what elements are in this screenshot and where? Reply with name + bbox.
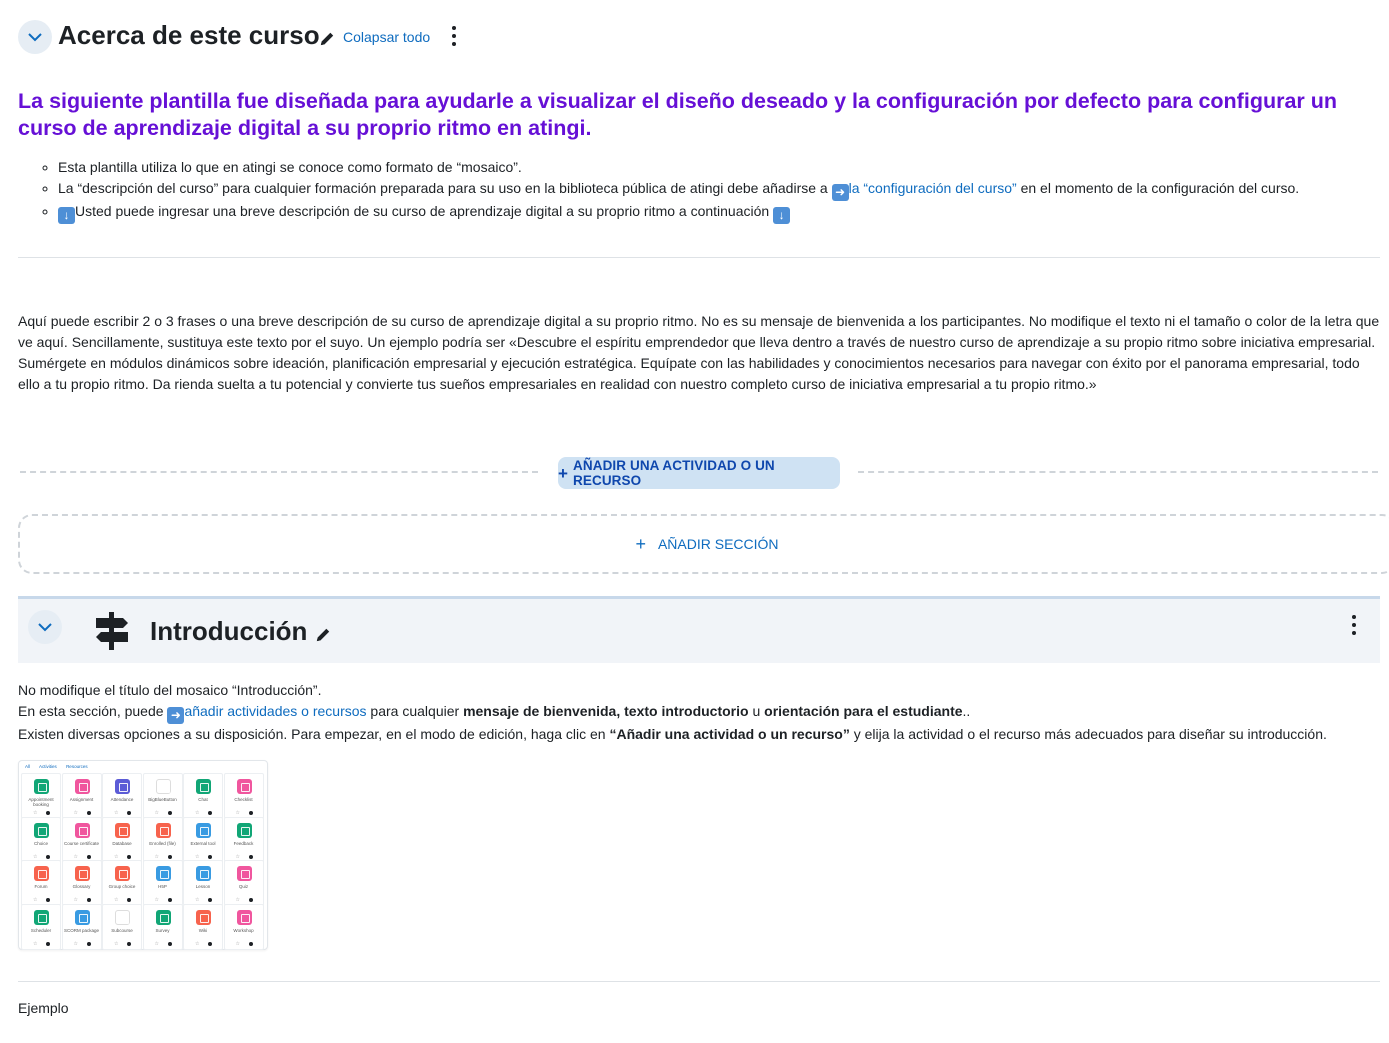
activity-tile [143, 773, 183, 819]
activity-icon [156, 910, 171, 925]
activity-icon [196, 779, 211, 794]
activity-label: Attendance [110, 797, 134, 802]
activity-label: Scheduler [30, 927, 52, 933]
list-item: ◦ Esta plantilla utiliza lo que en atingi se conoce como formato de “mosaico”. [58, 157, 1378, 178]
star-icon: ☆ [114, 940, 119, 947]
star-icon: ☆ [73, 897, 78, 903]
edit-pencil-icon[interactable] [314, 625, 333, 649]
star-icon: ☆ [235, 810, 240, 816]
star-icon: ☆ [33, 853, 38, 860]
info-icon [249, 942, 253, 946]
info-icon [208, 942, 212, 946]
activity-tile [143, 817, 183, 863]
activity-icon [115, 866, 130, 881]
activity-icon [196, 823, 211, 838]
activity-icon [156, 866, 171, 881]
activity-icon [115, 823, 130, 838]
star-icon: ☆ [235, 940, 240, 947]
collapse-section-button[interactable] [18, 20, 52, 54]
star-icon: ☆ [73, 810, 78, 816]
activity-tile [21, 904, 61, 950]
info-icon [127, 811, 131, 815]
star-icon: ☆ [33, 897, 38, 903]
list-item: ◦ La “descripción del curso” para cualquier formación preparada para su uso en la biblioteca pública de atingi debe añadirse a ➜ la “configuración del curso” en el momento de la configuración del curso. [58, 178, 1378, 201]
activity-icon [156, 779, 171, 794]
chevron-down-icon [38, 623, 52, 632]
activity-tile [102, 773, 142, 819]
info-icon [46, 942, 50, 946]
star-icon: ☆ [195, 940, 200, 947]
info-icon [46, 855, 50, 859]
info-icon [208, 855, 212, 859]
activity-chooser-image [18, 760, 268, 950]
signpost-icon [94, 612, 130, 655]
activity-label: Checklist [234, 797, 253, 802]
activity-label: Enrolled (file) [149, 840, 176, 846]
activity-tile [183, 904, 223, 950]
activity-tile [21, 817, 61, 863]
activity-label: Chat [198, 797, 208, 802]
instructions-list [18, 157, 1378, 224]
section-title: Introducción [150, 616, 308, 646]
star-icon: ☆ [154, 853, 159, 860]
info-icon [87, 811, 91, 815]
activity-tile [224, 904, 264, 950]
activity-icon [196, 910, 211, 925]
activity-label: SCORM package [63, 927, 99, 933]
activity-icon [34, 910, 49, 925]
activity-icon [237, 823, 252, 838]
list-item: ◦ ↓ Usted puede ingresar una breve descripción de su curso de aprendizaje digital a su proprio ritmo a continuación ↓ [58, 201, 1378, 224]
activity-tile [102, 860, 142, 906]
info-icon [208, 811, 212, 815]
chevron-down-icon [28, 33, 42, 42]
activity-label: External tool [190, 840, 216, 846]
course-description: Aquí puede escribir 2 o 3 frases o una breve descripción de su curso de aprendizaje digital a su proprio ritmo. No es su mensaje de bienvenida a los participantes. No modifique el texto ni el tamaño o color de la letra que ve aquí. Sencillamente, sustituya este texto por el suyo. Un ejemplo podría ser «Descubre el espíritu emprendedor que lleva dentro a través de nuestro curso de aprendizaje a su propio ritmo sobre iniciativa empresarial. Sumérgete en módulos dinámicos sobre ideación, planificación empresarial y ejecución estratégica. Equípate con las habilidades y conocimientos necesarios para navegar con éxito por el panorama empresarial, todo ello a tu propio ritmo. Da rienda suelta a tu potencial y convierte tus sueños empresariales en realidad con nuestro completo curso de iniciativa empresarial a tu propio ritmo.» [18, 313, 1380, 392]
collapse-all-link[interactable]: Colapsar todo [343, 29, 431, 45]
activity-label: Assignment [69, 797, 94, 802]
star-icon: ☆ [154, 810, 159, 816]
activity-label: Choice [33, 840, 48, 846]
template-heading: La siguiente plantilla fue diseñada para ayudarle a visualizar el diseño deseado y la configuración por defecto para configurar un curso de aprendizaje digital a su proprio ritmo en atingi. [18, 89, 1338, 140]
activity-label: Workshop [233, 927, 254, 933]
activity-label: Wiki [198, 927, 208, 933]
divider [20, 471, 538, 473]
star-icon: ☆ [114, 853, 119, 860]
activity-label: H5P [158, 884, 167, 889]
activity-tile [224, 773, 264, 819]
activity-tile [62, 904, 102, 950]
collapse-section-button[interactable] [28, 610, 62, 644]
star-icon: ☆ [73, 853, 78, 860]
arrow-down-icon: ↓ [58, 207, 75, 224]
activity-icon [115, 910, 130, 925]
intro-text: No modifique el título del mosaico “Introducción”. En esta sección, puede ➜ añadir actividades o recursos para cualquier mensaje de bienvenida, texto introductorio u orientación para el estudiante.. Existen diversas opciones a su disposición. Para empezar, en el modo de edición, haga clic en “Añadir una actividad o un recurso” y elija la actividad o el recurso más adecuados para diseñar su introducción. [18, 682, 1327, 742]
activity-label: Lesson [195, 884, 211, 889]
activity-icon [34, 866, 49, 881]
star-icon: ☆ [33, 810, 38, 816]
activity-label: Subcourse [111, 927, 133, 933]
activity-tile [62, 817, 102, 863]
activity-tile [143, 860, 183, 906]
activity-tile [102, 817, 142, 863]
info-icon [127, 898, 131, 902]
activity-icon [75, 779, 90, 794]
star-icon: ☆ [235, 897, 240, 903]
activity-tile [183, 817, 223, 863]
activity-label: Database [112, 840, 132, 846]
activity-tile [183, 860, 223, 906]
activity-icon [75, 910, 90, 925]
activity-label: Feedback [233, 840, 254, 846]
activity-icon [34, 823, 49, 838]
divider [18, 257, 1380, 258]
activity-icon [237, 866, 252, 881]
activity-label: Group choice [108, 884, 136, 889]
star-icon: ☆ [33, 940, 38, 947]
info-icon [46, 898, 50, 902]
activity-icon [34, 779, 49, 794]
info-icon [168, 942, 172, 946]
star-icon: ☆ [114, 897, 119, 903]
divider [858, 471, 1378, 473]
info-icon [87, 942, 91, 946]
activity-label: Survey [155, 927, 170, 933]
edit-pencil-icon[interactable] [318, 29, 337, 53]
plus-icon: + [635, 534, 646, 554]
info-icon [87, 855, 91, 859]
star-icon: ☆ [195, 853, 200, 860]
section-menu-kebab-icon[interactable] [1346, 613, 1362, 637]
activity-tile [102, 904, 142, 950]
activity-tile [62, 773, 102, 819]
star-icon: ☆ [235, 853, 240, 860]
activity-tile [62, 860, 102, 906]
info-icon [168, 898, 172, 902]
star-icon: ☆ [154, 897, 159, 903]
divider [18, 981, 1380, 982]
info-icon [208, 898, 212, 902]
activity-tile [21, 773, 61, 819]
activity-label: Quiz [238, 884, 249, 889]
info-icon [87, 898, 91, 902]
star-icon: ☆ [154, 940, 159, 947]
example-label: Ejemplo [18, 1000, 69, 1016]
star-icon: ☆ [73, 940, 78, 947]
activity-icon [156, 823, 171, 838]
activity-tile [143, 904, 183, 950]
activity-label: Appointment booking [28, 797, 54, 807]
star-icon: ☆ [195, 810, 200, 816]
add-activities-link[interactable]: añadir actividades o recursos [184, 703, 367, 719]
activity-icon [75, 823, 90, 838]
chooser-tabs: All Activities Resources [25, 764, 88, 769]
info-icon [249, 855, 253, 859]
activity-icon [196, 866, 211, 881]
info-icon [168, 855, 172, 859]
arrow-right-icon: ➜ [167, 707, 184, 724]
activity-icon [115, 779, 130, 794]
info-icon [168, 811, 172, 815]
arrow-down-icon: ↓ [773, 207, 790, 224]
activity-icon [75, 866, 90, 881]
arrow-right-icon: ➜ [832, 184, 849, 201]
activity-label: Course certificate [63, 840, 99, 846]
activity-tile [21, 860, 61, 906]
activity-icon [237, 779, 252, 794]
star-icon: ☆ [114, 810, 119, 816]
plus-icon: + [558, 463, 569, 483]
activity-tile [224, 860, 264, 906]
add-section-button[interactable]: + AÑADIR SECCIÓN [18, 514, 1389, 574]
activity-label: BigBlueButton [148, 797, 177, 802]
activity-label: Forum [34, 884, 48, 889]
info-icon [249, 811, 253, 815]
info-icon [46, 811, 50, 815]
section-menu-kebab-icon[interactable] [446, 24, 462, 48]
add-activity-button[interactable]: + AÑADIR UNA ACTIVIDAD O UN RECURSO [558, 457, 840, 489]
activity-label: Glossary [72, 884, 91, 889]
star-icon: ☆ [195, 897, 200, 903]
info-icon [249, 898, 253, 902]
section-title: Acerca de este curso [58, 20, 320, 50]
info-icon [127, 942, 131, 946]
activity-icon [237, 910, 252, 925]
info-icon [127, 855, 131, 859]
course-settings-link[interactable]: la “configuración del curso” [848, 180, 1017, 196]
activity-tile [183, 773, 223, 819]
activity-tile [224, 817, 264, 863]
